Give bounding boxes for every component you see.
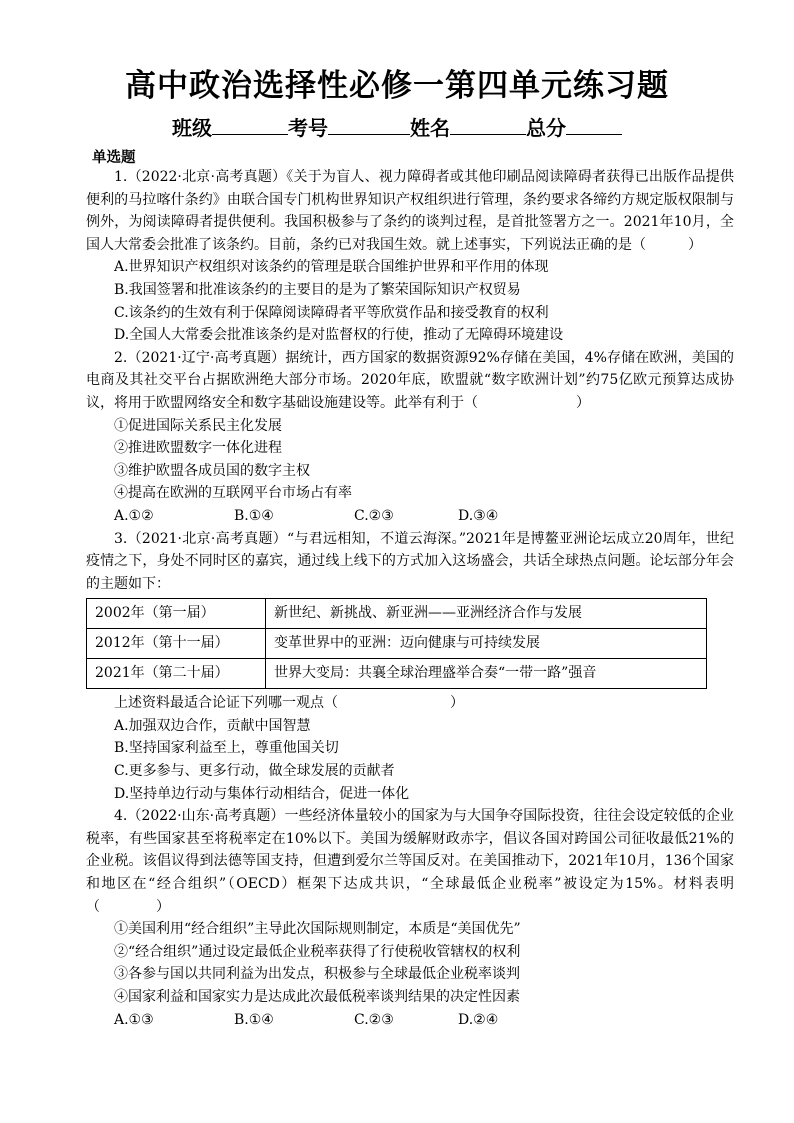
score-label: 总分	[526, 116, 566, 140]
table-cell: 2021年（第二十届）	[87, 659, 266, 689]
question-4-choice-b: B.①④	[234, 1011, 274, 1028]
question-2-choice-b: B.①④	[234, 507, 274, 524]
table-cell: 2002年（第一届）	[87, 599, 266, 629]
question-4-item-2: ②“经合组织”通过设定最低企业税率获得了行使税收管辖权的权利	[114, 943, 521, 960]
question-4-item-1: ①美国利用“经合组织”主导此次国际规则制定，本质是“美国优先”	[114, 921, 521, 938]
question-4-choices	[86, 1009, 734, 1032]
student-info-line	[0, 112, 794, 141]
question-1-option-c: C.该条约的生效有利于保障阅读障碍者平等欣赏作品和接受教育的权利	[114, 304, 549, 321]
questions	[86, 166, 734, 1031]
class-label: 班级	[172, 116, 212, 140]
question-4-item-4: ④国家利益和国家实力是达成此次最低税率谈判结果的决定性因素	[114, 989, 520, 1005]
question-2-item-1: ①促进国际关系民主化发展	[114, 417, 282, 434]
page-title: 高中政治选择性必修一第四单元练习题	[125, 68, 669, 104]
class-blank	[212, 116, 288, 135]
question-2-item-3: ③维护欧盟各成员国的数字主权	[114, 462, 310, 479]
question-3-stem: 3.（2021·北京·高考真题）“与君远相知，不道云海深。”2021年是博鳌亚洲论坛成立20周年，世纪疫情之下，身处不同时区的嘉宾，通过线上线下的方式加入这场盛会，共话全球热点问题。论坛部分年会的主题如下：	[86, 530, 734, 592]
question-2-choices	[86, 505, 734, 528]
table-cell: 世界大变局：共襄全球治理盛举合奏“一带一路”强音	[266, 659, 707, 689]
table-row	[87, 629, 707, 659]
name-blank	[450, 116, 526, 135]
question-1-option-a: A.世界知识产权组织对该条约的管理是联合国维护世界和平作用的体现	[114, 259, 549, 276]
name-label: 姓名	[410, 116, 450, 140]
table-row	[87, 599, 707, 629]
question-4-choice-c: C.②③	[354, 1011, 394, 1028]
question-3-option-b: B.坚持国家利益至上，尊重他国关切	[114, 740, 339, 757]
question-3-question: 上述资料最适合论证下列哪一观点（ ）	[114, 695, 464, 712]
question-1-option-b: B.我国签署和批准该条约的主要目的是为了繁荣国际知识产权贸易	[114, 281, 521, 298]
question-2-item-2: ②推进欧盟数字一体化进程	[114, 440, 282, 457]
question-4-choice-d: D.②④	[458, 1011, 499, 1028]
forum-themes-table	[86, 598, 707, 689]
number-blank	[328, 116, 410, 135]
table-cell: 变革世界中的亚洲：迈向健康与可持续发展	[266, 629, 707, 659]
question-3-option-c: C.更多参与、更多行动，做全球发展的贡献者	[114, 763, 395, 780]
question-4-choice-a: A.①③	[114, 1011, 154, 1028]
question-1-option-d: D.全国人大常委会批准该条约是对监督权的行使，推动了无障碍环境建设	[114, 327, 564, 344]
question-4-item-3: ③各参与国以共同利益为出发点，积极参与全球最低企业税率谈判	[114, 966, 520, 983]
question-2-stem: 2.（2021·辽宁·高考真题）据统计，西方国家的数据资源92%存储在美国，4%存储在欧洲，美国的电商及其社交平台占据欧洲绝大部分市场。2020年底，欧盟就“数字欧洲计划”约75亿欧元预算达成协议，将用于欧盟网络安全和数字基础设施建设等。此举有利于（ ）	[86, 349, 734, 411]
question-2-choice-d: D.③④	[458, 507, 499, 524]
question-3-option-d: D.坚持单边行动与集体行动相结合，促进一体化	[114, 785, 410, 802]
table-cell: 2012年（第十一届）	[87, 629, 266, 659]
score-blank	[566, 116, 622, 135]
question-4-stem: 4.（2022·山东·高考真题）一些经济体量较小的国家为与大国争夺国际投资，往往会设定较低的企业税率，有些国家甚至将税率定在10%以下。美国为缓解财政赤字，倡议各国对跨国公司征收最低21%的企业税。该倡议得到法德等国支持，但遭到爱尔兰等国反对。在美国推动下，2021年10月，136个国家和地区在“经合组织”（OECD）框架下达成共识，“全球最低企业税率”被设定为15%。材料表明（ ）	[86, 808, 734, 915]
question-3-option-a: A.加强双边合作，贡献中国智慧	[114, 717, 311, 734]
number-label: 考号	[288, 116, 328, 140]
table-row	[87, 659, 707, 689]
table-cell: 新世纪、新挑战、新亚洲——亚洲经济合作与发展	[266, 599, 707, 629]
question-2-choice-a: A.①②	[114, 507, 154, 524]
section-heading: 单选题	[92, 150, 136, 166]
question-2-choice-c: C.②③	[354, 507, 394, 524]
question-2-item-4: ④提高在欧洲的互联网平台市场占有率	[114, 485, 352, 502]
question-1-stem: 1.（2022·北京·高考真题）《关于为盲人、视力障碍者或其他印刷品阅读障碍者获得已出版作品提供便利的马拉喀什条约》由联合国专门机构世界知识产权组织进行管理，条约要求各缔约方规定版权限制与例外，为阅读障碍者提供便利。我国积极参与了条约的谈判过程，是首批签署方之一。2021年10月，全国人大常委会批准了该条约。目前，条约已对我国生效。就上述事实，下列说法正确的是（ ）	[86, 169, 734, 253]
